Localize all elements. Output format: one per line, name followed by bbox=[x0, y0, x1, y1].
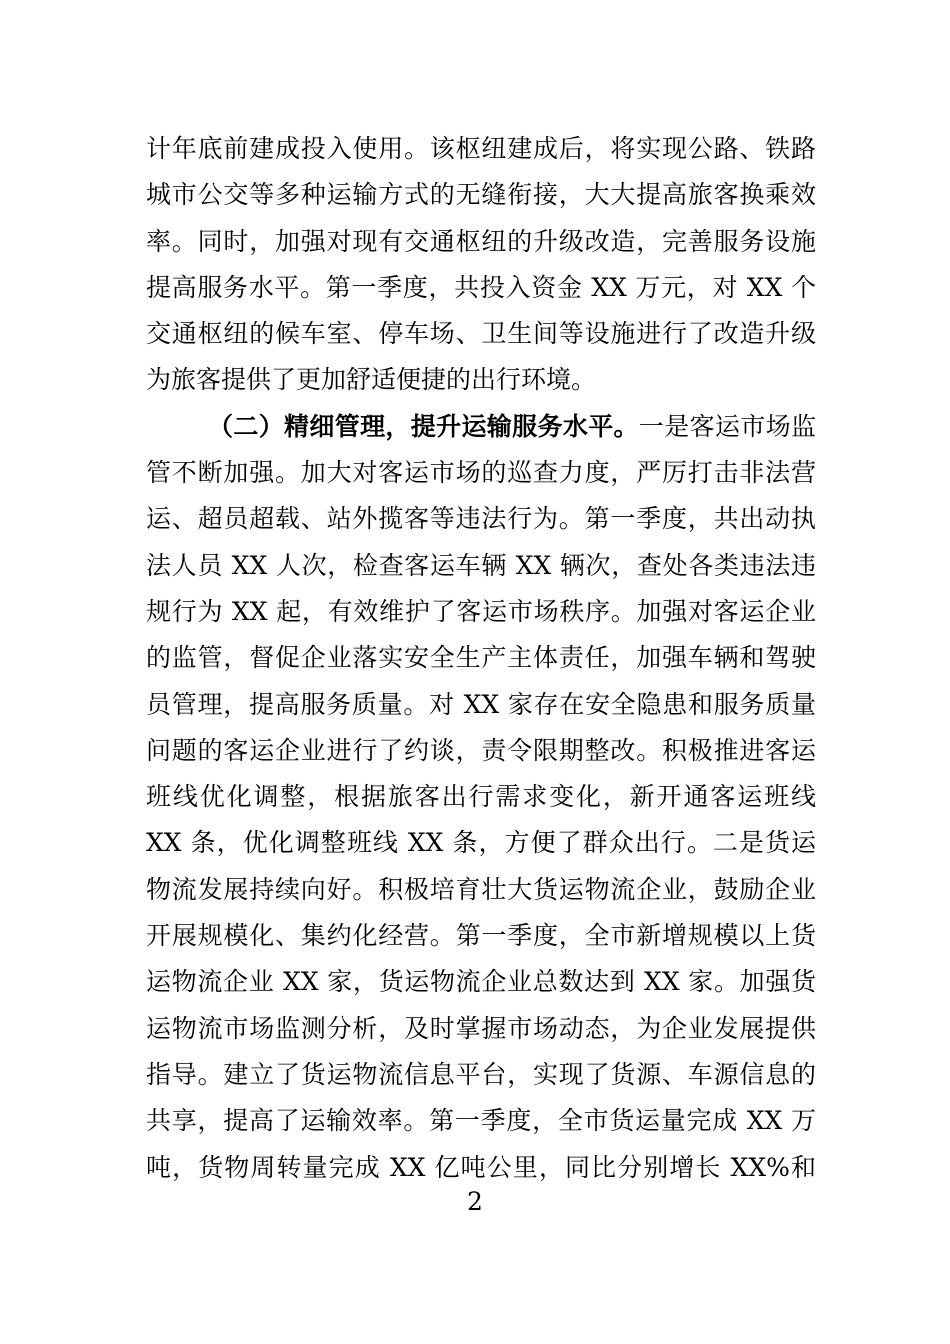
text-line: 问题的客运企业进行了约谈，责令限期整改。积极推进客运 bbox=[146, 735, 816, 765]
text-line: 的监管，督促企业落实安全生产主体责任，加强车辆和驾驶 bbox=[146, 643, 816, 673]
text-line: 吨，货物周转量完成 XX 亿吨公里，同比分别增长 XX%和 bbox=[146, 1152, 816, 1182]
text-line: 规行为 XX 起，有效维护了客运市场秩序。加强对客运企业 bbox=[146, 596, 816, 626]
text-line: 计年底前建成投入使用。该枢纽建成后，将实现公路、铁路 bbox=[146, 134, 816, 163]
text-line: 管不断加强。加大对客运市场的巡查力度，严厉打击非法营 bbox=[146, 458, 816, 488]
text-line: 运、超员超载、站外揽客等违法行为。第一季度，共出动执 bbox=[146, 504, 816, 534]
text-line: 率。同时，加强对现有交通枢纽的升级改造，完善服务设施 bbox=[146, 226, 816, 256]
text-line: 一是客运市场监 bbox=[638, 411, 816, 441]
text-line: 运物流市场监测分析，及时掌握市场动态，为企业发展提供 bbox=[146, 1013, 816, 1043]
body-text bbox=[146, 126, 816, 1191]
text-line: 指导。建立了货运物流信息平台，实现了货源、车源信息的 bbox=[146, 1059, 816, 1089]
section-line bbox=[146, 404, 816, 450]
text-line: 法人员 XX 人次，检查客运车辆 XX 辆次，查处各类违法违 bbox=[146, 550, 816, 580]
text-line: 共享，提高了运输效率。第一季度，全市货运量完成 XX 万 bbox=[146, 1106, 816, 1136]
text-line: 交通枢纽的候车室、停车场、卫生间等设施进行了改造升级 bbox=[146, 319, 816, 349]
text-line: XX 条，优化调整班线 XX 条，方便了群众出行。二是货运 bbox=[146, 828, 816, 858]
text-line: 员管理，提高服务质量。对 XX 家存在安全隐患和服务质量 bbox=[146, 689, 816, 719]
text-line: 运物流企业 XX 家，货运物流企业总数达到 XX 家。加强货 bbox=[146, 967, 816, 997]
section-heading: （二）精细管理，提升运输服务水平。 bbox=[208, 411, 639, 441]
text-line: 城市公交等多种运输方式的无缝衔接，大大提高旅客换乘效 bbox=[146, 180, 816, 210]
text-line: 开展规模化、集约化经营。第一季度，全市新增规模以上货 bbox=[146, 921, 816, 951]
text-line: 班线优化调整，根据旅客出行需求变化，新开通客运班线 bbox=[146, 782, 816, 812]
text-line: 提高服务水平。第一季度，共投入资金 XX 万元，对 XX 个 bbox=[146, 272, 816, 302]
page-number: 2 bbox=[467, 1187, 483, 1216]
text-line: 物流发展持续向好。积极培育壮大货运物流企业，鼓励企业 bbox=[146, 874, 816, 904]
text-line: 为旅客提供了更加舒适便捷的出行环境。 bbox=[146, 365, 597, 395]
